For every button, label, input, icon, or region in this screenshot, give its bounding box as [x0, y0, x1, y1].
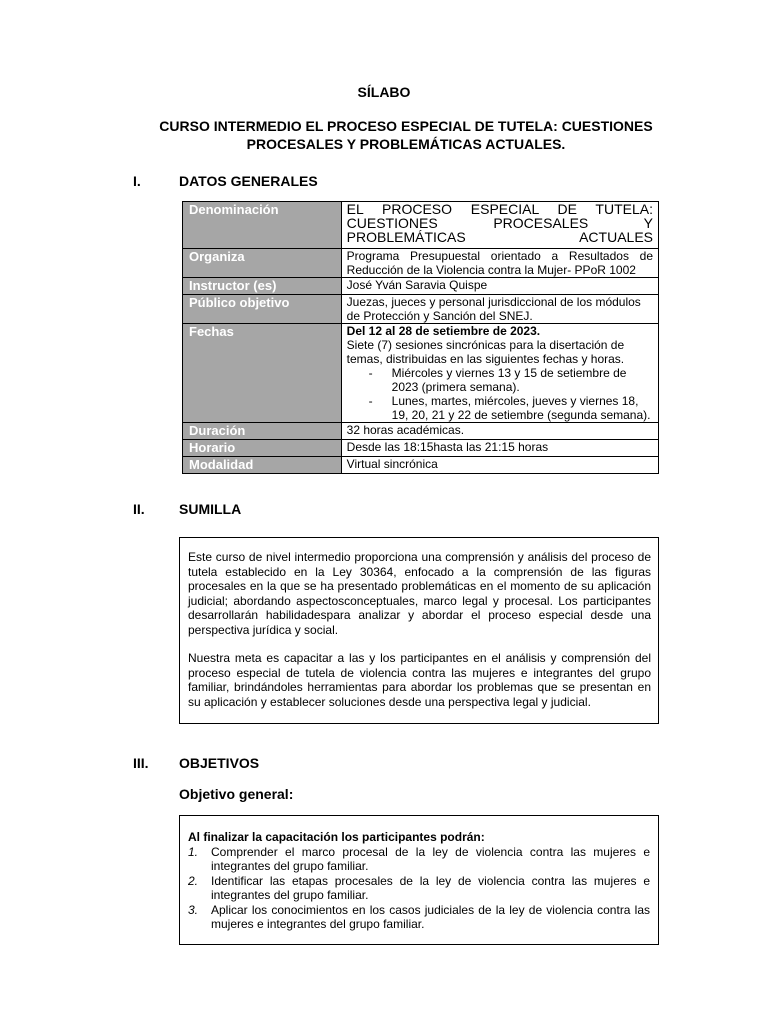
document-title: SÍLABO [357, 84, 411, 100]
table-row [183, 278, 659, 295]
section-number: III. [133, 755, 149, 771]
section-title: OBJETIVOS [179, 755, 260, 771]
section-number: II. [133, 501, 145, 517]
objectives-box [179, 815, 659, 945]
row-value-organiza: Programa Presupuestal orientado a Resultados de Reducción de la Violencia contra la Mujer- PPoR 1002 [341, 249, 658, 278]
section-heading-general [133, 173, 318, 189]
row-value-duracion: 32 horas académicas. [341, 423, 658, 440]
table-row [183, 249, 659, 278]
list-item [188, 874, 650, 903]
objectives-list [188, 845, 650, 932]
summary-paragraph: Este curso de nivel intermedio proporciona una comprensión y análisis del proceso de tutela establecido en la Ley 30364, enfocado a la comprensión de las figuras procesales en la que se ha presentado problemáticas en el momento de su aplicación judicial; abordando aspectosconceptuales, marco legal y procesal. Los participantes desarrollarán habilidadespara analizar y abordar el proceso especial desde una perspectiva jurídica y social. [188, 550, 651, 637]
item-number: 1. [188, 844, 199, 859]
summary-box [179, 537, 659, 724]
row-label-publico: Público objetivo [183, 295, 342, 324]
row-label-fechas: Fechas [183, 324, 342, 423]
item-text: Identificar las etapas procesales de la ley de violencia contra las mujeres e integrantes del grupo familiar. [211, 873, 650, 902]
section-heading-summary [133, 501, 241, 517]
row-value-instructor: José Yván Saravia Quispe [341, 278, 658, 295]
item-number: 3. [188, 902, 199, 917]
row-label-horario: Horario [183, 440, 342, 457]
fechas-description: Siete (7) sesiones sincrónicas para la disertación de temas, distribuidas en las siguientes fechas y horas. [346, 338, 625, 366]
fechas-list [347, 366, 653, 422]
list-item: - Lunes, martes, miércoles, jueves y viernes 18, 19, 20, 21 y 22 de setiembre (segunda semana). [347, 394, 653, 422]
list-item [188, 903, 650, 932]
row-value-fechas [341, 324, 658, 423]
table-row [183, 324, 659, 423]
list-item: - Miércoles y viernes 13 y 15 de setiembre de 2023 (primera semana). [347, 366, 653, 394]
row-label-organiza: Organiza [183, 249, 342, 278]
table-row [183, 457, 659, 474]
section-heading-objectives [133, 755, 259, 771]
row-label-instructor: Instructor (es) [183, 278, 342, 295]
course-title: CURSO INTERMEDIO EL PROCESO ESPECIAL DE TUTELA: CUESTIONES PROCESALES Y PROBLEMÁTICAS ACTUALES. [159, 118, 653, 152]
row-value-modalidad: Virtual sincrónica [341, 457, 658, 474]
item-text: Aplicar los conocimientos en los casos judiciales de la ley de violencia contra las mujeres e integrantes del grupo familiar. [211, 902, 650, 931]
fechas-headline: Del 12 al 28 de setiembre de 2023. [346, 324, 541, 338]
summary-paragraph: Nuestra meta es capacitar a las y los participantes en el análisis y comprensión del proceso especial de tutela de violencia contra las mujeres e integrantes del grupo familiar, brindándoles herramientas para abordar los problemas que se presentan en su aplicación y establecer soluciones desde una perspectiva legal y judicial. [188, 651, 651, 709]
row-label-denominacion: Denominación [183, 202, 342, 249]
row-value-horario: Desde las 18:15hasta las 21:15 horas [341, 440, 658, 457]
row-label-modalidad: Modalidad [183, 457, 342, 474]
row-label-duracion: Duración [183, 423, 342, 440]
item-text: Comprender el marco procesal de la ley de violencia contra las mujeres e integrantes del grupo familiar. [211, 844, 650, 873]
table-row [183, 440, 659, 457]
row-value-denominacion: EL PROCESO ESPECIAL DE TUTELA: CUESTIONES PROCESALES Y PROBLEMÁTICAS ACTUALES [341, 202, 658, 249]
table-row [183, 295, 659, 324]
objectives-intro: Al finalizar la capacitación los participantes podrán: [188, 830, 485, 844]
general-objective-heading: Objetivo general: [179, 786, 294, 802]
row-value-publico: Juezas, jueces y personal jurisdiccional de los módulos de Protección y Sanción del SNEJ. [341, 295, 658, 324]
table-row [183, 202, 659, 249]
item-number: 2. [188, 873, 199, 888]
section-title: DATOS GENERALES [179, 173, 318, 189]
section-title: SUMILLA [179, 501, 242, 517]
general-data-table [182, 201, 659, 474]
list-item [188, 845, 650, 874]
table-row [183, 423, 659, 440]
section-number: I. [133, 173, 141, 189]
